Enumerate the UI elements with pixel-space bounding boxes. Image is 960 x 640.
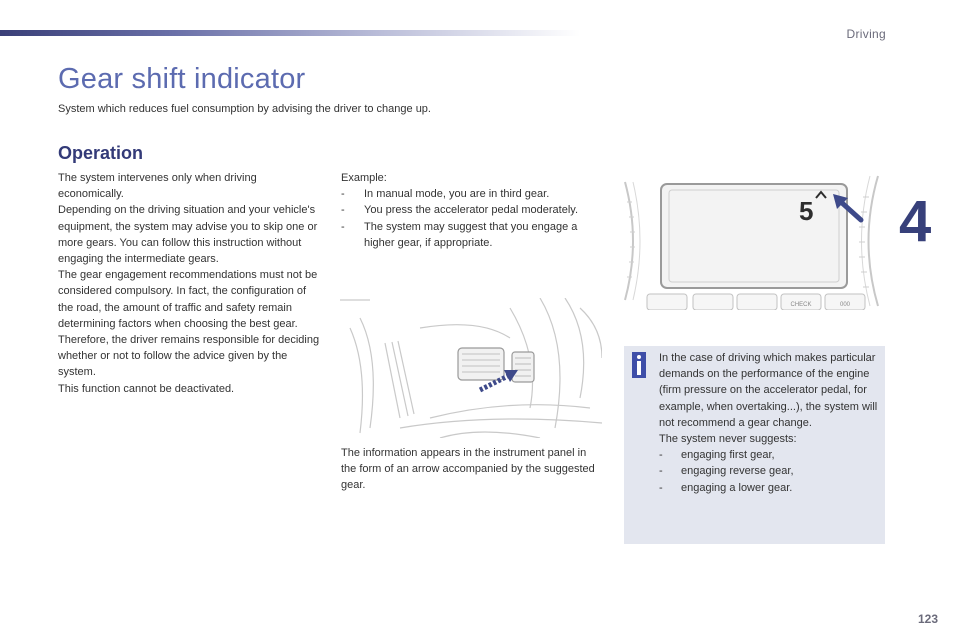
list-item: - engaging first gear,: [659, 447, 879, 463]
header-gradient-bar: [0, 30, 580, 36]
paragraph: The gear engagement recommendations must not be considered compulsory. In fact, the configuration of the road, the amount of traffic and safety remain determining factors when choosing the best gear. Therefore, the driver remains responsible for deciding whether or not to follow the advice given by the system.: [58, 269, 320, 379]
list-item: - engaging a lower gear.: [659, 480, 879, 496]
paragraph: This function cannot be deactivated.: [58, 382, 235, 395]
page-title: Gear shift indicator: [58, 63, 306, 95]
button-label: 000: [839, 302, 851, 308]
list-item: - The system may suggest that you engage a higher gear, if appropriate.: [341, 219, 611, 251]
gear-digit: 5: [799, 196, 814, 226]
check-button-label: CHECK: [790, 302, 812, 308]
never-suggests-list: [659, 447, 879, 496]
list-item: - In manual mode, you are in third gear.: [341, 186, 611, 202]
instrument-panel-illustration: [623, 172, 885, 310]
paragraph: In the case of driving which makes particular demands on the performance of the engine (firm pressure on the accelerator pedal, for example, when overtaking...), the system will not recommend a gear change.: [659, 352, 878, 429]
info-box: [624, 346, 885, 544]
operation-description: [58, 170, 323, 397]
list-item: - engaging reverse gear,: [659, 463, 879, 479]
page-number: 123: [917, 612, 938, 626]
info-icon: [632, 352, 646, 378]
section-title: Driving: [846, 27, 886, 41]
intro-text: System which reduces fuel consumption by advising the driver to change up.: [58, 103, 431, 115]
example-list: [341, 186, 611, 251]
info-text: [659, 350, 879, 496]
paragraph: The system never suggests:: [659, 433, 797, 446]
list-item: - You press the accelerator pedal moderately.: [341, 202, 611, 218]
pedal-illustration: [340, 298, 602, 438]
operation-heading: Operation: [58, 143, 144, 163]
chapter-number: 4: [899, 189, 932, 254]
paragraph: The system intervenes only when driving economically.: [58, 172, 257, 201]
example-label: Example:: [341, 172, 387, 184]
example-block: [341, 170, 611, 251]
paragraph: Depending on the driving situation and your vehicle's equipment, the system may advise you to skip one or more gears. You can follow this instruction without engaging the intermediate gears.: [58, 204, 318, 266]
instrument-panel-caption: The information appears in the instrument panel in the form of an arrow accompanied by the suggested gear.: [341, 447, 595, 492]
